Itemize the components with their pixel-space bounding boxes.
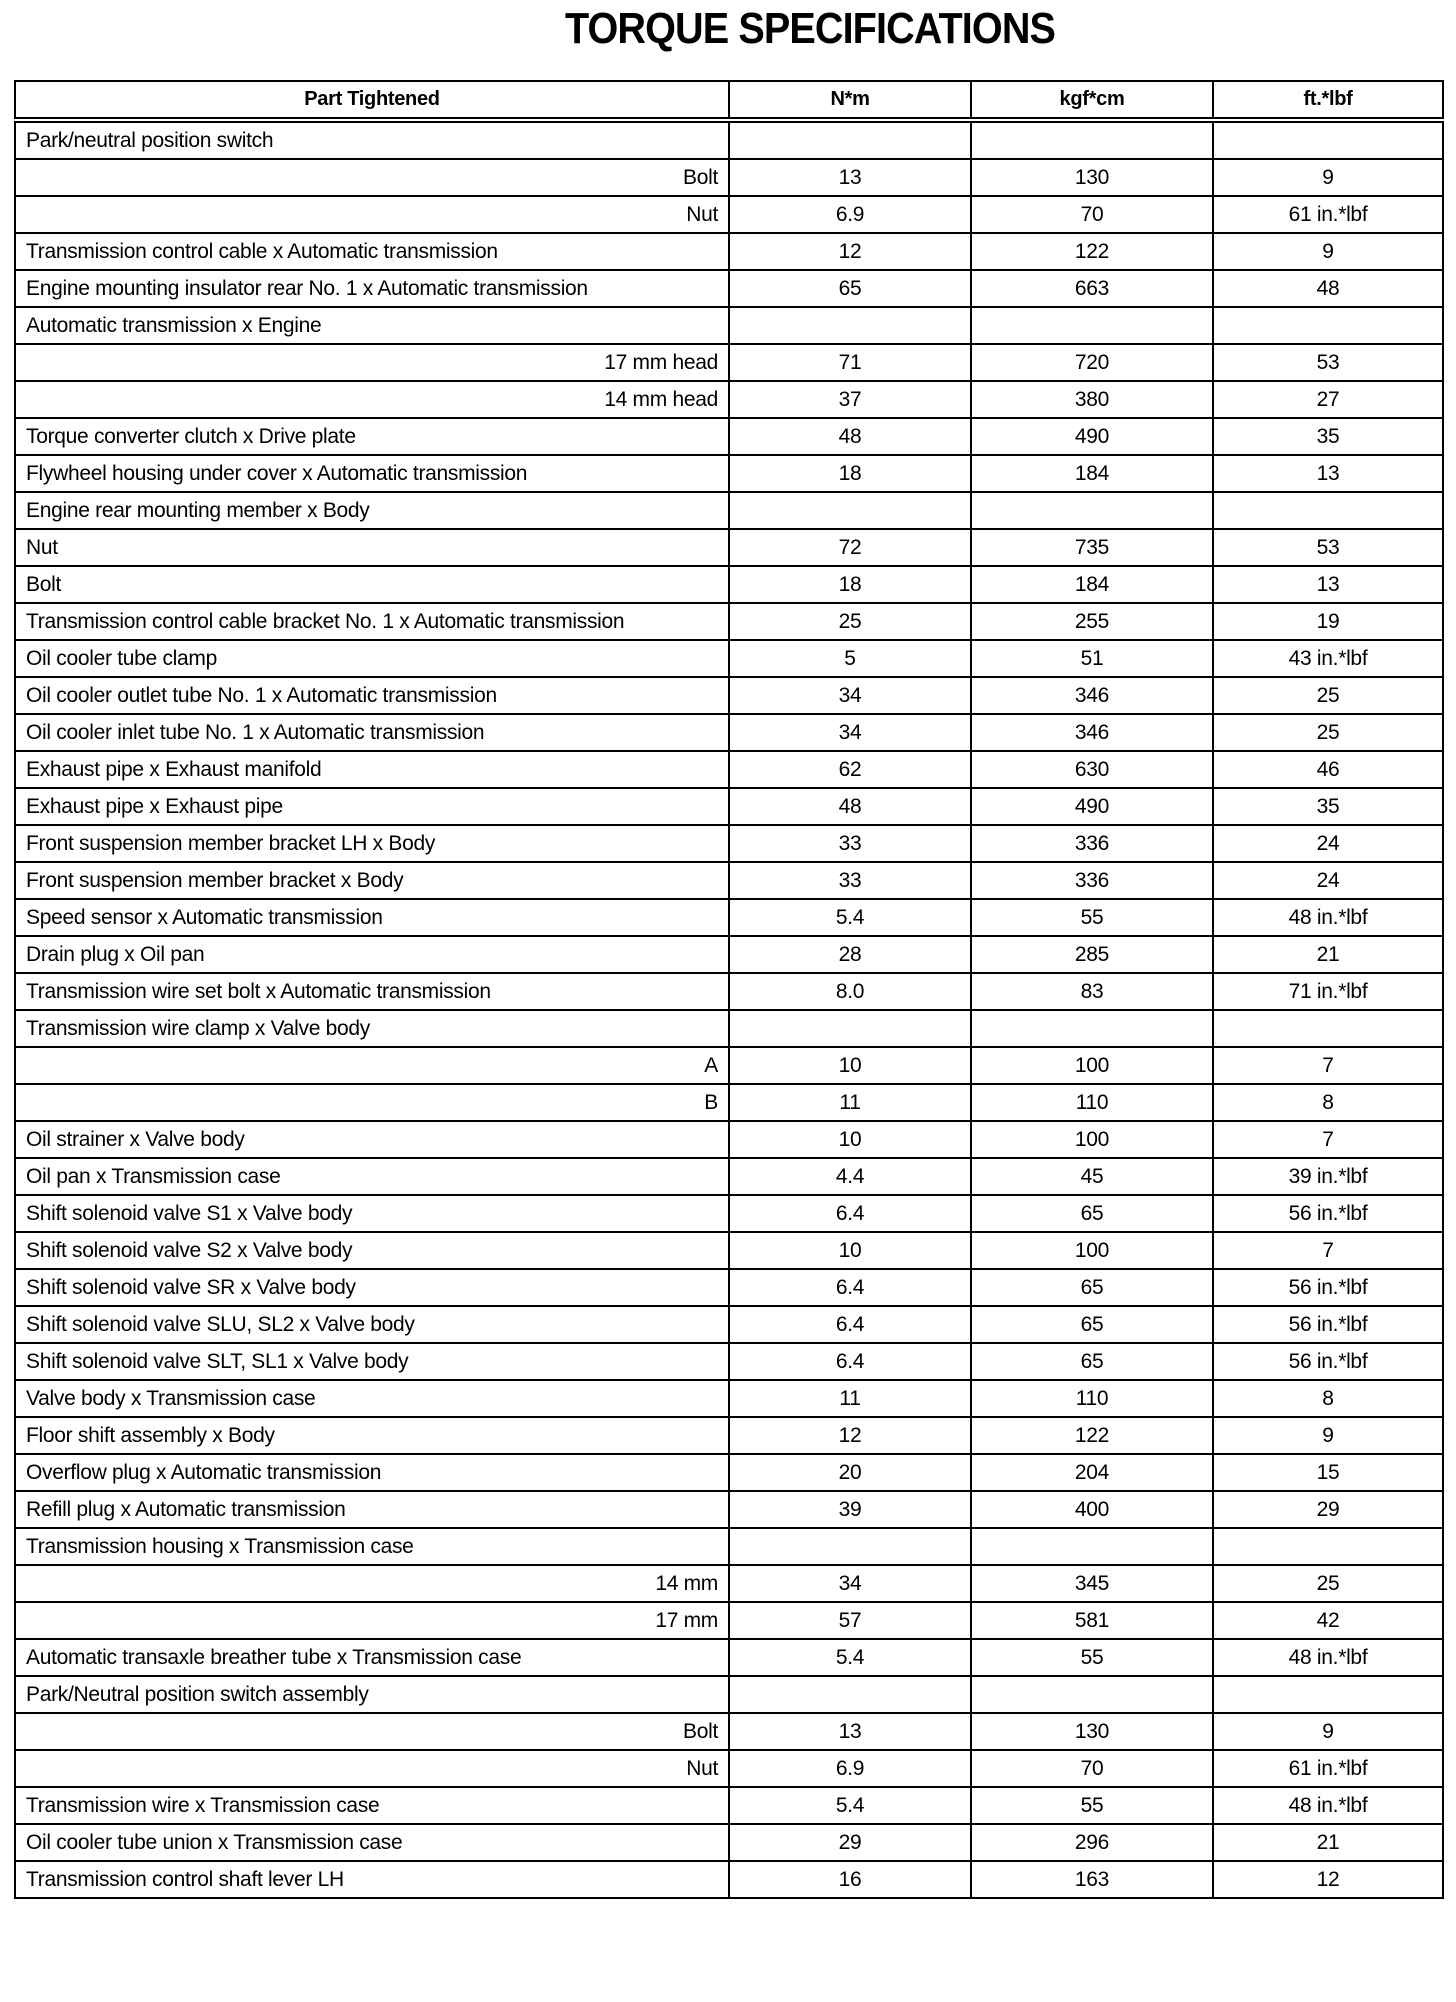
kgfcm-cell: 70 (971, 196, 1213, 233)
nm-cell (729, 307, 971, 344)
ftlbf-cell: 29 (1213, 1491, 1443, 1528)
kgfcm-cell: 45 (971, 1158, 1213, 1195)
table-row (15, 936, 1443, 973)
table-row (15, 159, 1443, 196)
table-row (15, 1861, 1443, 1898)
nm-cell: 18 (729, 455, 971, 492)
kgfcm-cell: 65 (971, 1343, 1213, 1380)
ftlbf-cell: 12 (1213, 1861, 1443, 1898)
table-row (15, 418, 1443, 455)
table-row (15, 1750, 1443, 1787)
nm-cell: 4.4 (729, 1158, 971, 1195)
table-row (15, 344, 1443, 381)
part-cell: Exhaust pipe x Exhaust manifold (15, 751, 729, 788)
table-row (15, 751, 1443, 788)
part-cell: A (15, 1047, 729, 1084)
ftlbf-cell: 56 in.*lbf (1213, 1195, 1443, 1232)
kgfcm-cell: 735 (971, 529, 1213, 566)
nm-cell: 6.4 (729, 1195, 971, 1232)
nm-cell: 16 (729, 1861, 971, 1898)
part-cell: Automatic transmission x Engine (15, 307, 729, 344)
part-cell: 14 mm head (15, 381, 729, 418)
table-row (15, 1232, 1443, 1269)
part-cell: Bolt (15, 159, 729, 196)
kgfcm-cell (971, 1676, 1213, 1713)
torque-specifications-table (14, 80, 1444, 1899)
nm-cell: 6.4 (729, 1306, 971, 1343)
part-cell: Shift solenoid valve SLU, SL2 x Valve body (15, 1306, 729, 1343)
kgfcm-cell: 630 (971, 751, 1213, 788)
part-cell: Automatic transaxle breather tube x Transmission case (15, 1639, 729, 1676)
kgfcm-cell: 100 (971, 1047, 1213, 1084)
part-cell: B (15, 1084, 729, 1121)
kgfcm-cell: 65 (971, 1269, 1213, 1306)
nm-cell: 33 (729, 862, 971, 899)
nm-cell: 33 (729, 825, 971, 862)
kgfcm-cell: 100 (971, 1121, 1213, 1158)
part-cell: Drain plug x Oil pan (15, 936, 729, 973)
table-row (15, 381, 1443, 418)
nm-cell: 5.4 (729, 1639, 971, 1676)
table-row (15, 1047, 1443, 1084)
ftlbf-cell: 61 in.*lbf (1213, 196, 1443, 233)
table-row (15, 196, 1443, 233)
part-cell: Engine rear mounting member x Body (15, 492, 729, 529)
kgfcm-cell: 122 (971, 1417, 1213, 1454)
kgfcm-cell: 51 (971, 640, 1213, 677)
kgfcm-cell: 55 (971, 1787, 1213, 1824)
nm-cell: 13 (729, 159, 971, 196)
table-header-row (15, 81, 1443, 120)
kgfcm-cell: 255 (971, 603, 1213, 640)
part-cell: Oil pan x Transmission case (15, 1158, 729, 1195)
part-cell: 17 mm head (15, 344, 729, 381)
ftlbf-cell: 42 (1213, 1602, 1443, 1639)
kgfcm-cell (971, 1528, 1213, 1565)
table-row (15, 1010, 1443, 1047)
part-cell: Oil cooler outlet tube No. 1 x Automatic transmission (15, 677, 729, 714)
nm-cell: 34 (729, 677, 971, 714)
kgfcm-cell: 720 (971, 344, 1213, 381)
kgfcm-cell: 55 (971, 899, 1213, 936)
part-cell: Transmission control cable x Automatic transmission (15, 233, 729, 270)
part-cell: Torque converter clutch x Drive plate (15, 418, 729, 455)
kgfcm-cell: 346 (971, 677, 1213, 714)
table-row (15, 1528, 1443, 1565)
page-title: TORQUE SPECIFICATIONS (564, 4, 1056, 53)
nm-cell (729, 1676, 971, 1713)
table-row (15, 788, 1443, 825)
table-row (15, 714, 1443, 751)
ftlbf-cell: 35 (1213, 788, 1443, 825)
ftlbf-cell: 46 (1213, 751, 1443, 788)
ftlbf-cell: 48 in.*lbf (1213, 899, 1443, 936)
ftlbf-cell: 56 in.*lbf (1213, 1306, 1443, 1343)
nm-cell: 12 (729, 233, 971, 270)
nm-cell: 11 (729, 1084, 971, 1121)
nm-cell: 12 (729, 1417, 971, 1454)
table-row (15, 1639, 1443, 1676)
kgfcm-cell: 110 (971, 1084, 1213, 1121)
table-row (15, 1417, 1443, 1454)
nm-cell: 72 (729, 529, 971, 566)
table-row (15, 566, 1443, 603)
part-cell: Oil strainer x Valve body (15, 1121, 729, 1158)
nm-cell: 8.0 (729, 973, 971, 1010)
ftlbf-cell: 13 (1213, 455, 1443, 492)
nm-cell: 39 (729, 1491, 971, 1528)
kgfcm-cell: 122 (971, 233, 1213, 270)
column-header-nm: N*m (729, 81, 971, 120)
table-row (15, 677, 1443, 714)
nm-cell: 13 (729, 1713, 971, 1750)
part-cell: Valve body x Transmission case (15, 1380, 729, 1417)
ftlbf-cell: 48 in.*lbf (1213, 1787, 1443, 1824)
table-row (15, 640, 1443, 677)
kgfcm-cell: 110 (971, 1380, 1213, 1417)
kgfcm-cell: 345 (971, 1565, 1213, 1602)
ftlbf-cell: 24 (1213, 825, 1443, 862)
part-cell: Nut (15, 196, 729, 233)
ftlbf-cell (1213, 492, 1443, 529)
kgfcm-cell: 490 (971, 418, 1213, 455)
ftlbf-cell: 13 (1213, 566, 1443, 603)
ftlbf-cell: 15 (1213, 1454, 1443, 1491)
nm-cell: 6.9 (729, 196, 971, 233)
kgfcm-cell: 336 (971, 825, 1213, 862)
kgfcm-cell: 336 (971, 862, 1213, 899)
part-cell: Shift solenoid valve S2 x Valve body (15, 1232, 729, 1269)
kgfcm-cell (971, 492, 1213, 529)
table-row (15, 1454, 1443, 1491)
part-cell: Transmission wire clamp x Valve body (15, 1010, 729, 1047)
nm-cell: 6.9 (729, 1750, 971, 1787)
part-cell: Overflow plug x Automatic transmission (15, 1454, 729, 1491)
nm-cell: 25 (729, 603, 971, 640)
part-cell: Bolt (15, 1713, 729, 1750)
table-row (15, 1158, 1443, 1195)
table-row (15, 1269, 1443, 1306)
ftlbf-cell: 7 (1213, 1232, 1443, 1269)
table-row (15, 1676, 1443, 1713)
nm-cell: 34 (729, 1565, 971, 1602)
part-cell: Transmission control shaft lever LH (15, 1861, 729, 1898)
column-header-ftlbf: ft.*lbf (1213, 81, 1443, 120)
table-row (15, 1306, 1443, 1343)
kgfcm-cell: 296 (971, 1824, 1213, 1861)
kgfcm-cell: 400 (971, 1491, 1213, 1528)
nm-cell: 48 (729, 418, 971, 455)
ftlbf-cell: 8 (1213, 1380, 1443, 1417)
column-header-part: Part Tightened (15, 81, 729, 120)
nm-cell: 10 (729, 1121, 971, 1158)
table-row (15, 1602, 1443, 1639)
kgfcm-cell: 285 (971, 936, 1213, 973)
part-cell: Speed sensor x Automatic transmission (15, 899, 729, 936)
ftlbf-cell: 24 (1213, 862, 1443, 899)
kgfcm-cell: 70 (971, 1750, 1213, 1787)
ftlbf-cell: 8 (1213, 1084, 1443, 1121)
table-row (15, 1491, 1443, 1528)
table-row (15, 973, 1443, 1010)
nm-cell: 37 (729, 381, 971, 418)
kgfcm-cell: 346 (971, 714, 1213, 751)
part-cell: Transmission control cable bracket No. 1 x Automatic transmission (15, 603, 729, 640)
ftlbf-cell: 61 in.*lbf (1213, 1750, 1443, 1787)
nm-cell: 62 (729, 751, 971, 788)
nm-cell (729, 1010, 971, 1047)
ftlbf-cell: 7 (1213, 1121, 1443, 1158)
nm-cell: 20 (729, 1454, 971, 1491)
nm-cell: 6.4 (729, 1343, 971, 1380)
ftlbf-cell: 9 (1213, 1417, 1443, 1454)
nm-cell (729, 1528, 971, 1565)
kgfcm-cell: 55 (971, 1639, 1213, 1676)
kgfcm-cell (971, 1010, 1213, 1047)
nm-cell: 6.4 (729, 1269, 971, 1306)
kgfcm-cell: 83 (971, 973, 1213, 1010)
ftlbf-cell: 71 in.*lbf (1213, 973, 1443, 1010)
table-row (15, 603, 1443, 640)
kgfcm-cell: 130 (971, 159, 1213, 196)
part-cell: Exhaust pipe x Exhaust pipe (15, 788, 729, 825)
table-row (15, 1195, 1443, 1232)
table-body (15, 120, 1443, 1898)
kgfcm-cell (971, 307, 1213, 344)
ftlbf-cell: 9 (1213, 159, 1443, 196)
table-row (15, 825, 1443, 862)
ftlbf-cell: 48 (1213, 270, 1443, 307)
kgfcm-cell: 204 (971, 1454, 1213, 1491)
part-cell: Park/neutral position switch (15, 120, 729, 159)
part-cell: Refill plug x Automatic transmission (15, 1491, 729, 1528)
ftlbf-cell: 7 (1213, 1047, 1443, 1084)
ftlbf-cell: 35 (1213, 418, 1443, 455)
nm-cell (729, 492, 971, 529)
table-row (15, 120, 1443, 159)
ftlbf-cell: 25 (1213, 714, 1443, 751)
table-row (15, 1343, 1443, 1380)
ftlbf-cell: 53 (1213, 344, 1443, 381)
part-cell: Bolt (15, 566, 729, 603)
part-cell: Transmission wire set bolt x Automatic transmission (15, 973, 729, 1010)
table-row (15, 1380, 1443, 1417)
table-row (15, 1565, 1443, 1602)
part-cell: Shift solenoid valve SR x Valve body (15, 1269, 729, 1306)
kgfcm-cell: 184 (971, 566, 1213, 603)
nm-cell: 28 (729, 936, 971, 973)
part-cell: 17 mm (15, 1602, 729, 1639)
nm-cell: 29 (729, 1824, 971, 1861)
nm-cell: 5.4 (729, 1787, 971, 1824)
ftlbf-cell: 21 (1213, 1824, 1443, 1861)
table-row (15, 1084, 1443, 1121)
part-cell: 14 mm (15, 1565, 729, 1602)
table-row (15, 1787, 1443, 1824)
table-row (15, 233, 1443, 270)
ftlbf-cell (1213, 1676, 1443, 1713)
part-cell: Oil cooler inlet tube No. 1 x Automatic transmission (15, 714, 729, 751)
part-cell: Park/Neutral position switch assembly (15, 1676, 729, 1713)
part-cell: Flywheel housing under cover x Automatic transmission (15, 455, 729, 492)
part-cell: Engine mounting insulator rear No. 1 x Automatic transmission (15, 270, 729, 307)
table-row (15, 270, 1443, 307)
table-row (15, 899, 1443, 936)
nm-cell: 18 (729, 566, 971, 603)
ftlbf-cell: 56 in.*lbf (1213, 1343, 1443, 1380)
nm-cell: 5 (729, 640, 971, 677)
part-cell: Front suspension member bracket x Body (15, 862, 729, 899)
part-cell: Nut (15, 529, 729, 566)
kgfcm-cell: 663 (971, 270, 1213, 307)
nm-cell: 71 (729, 344, 971, 381)
nm-cell: 57 (729, 1602, 971, 1639)
ftlbf-cell: 48 in.*lbf (1213, 1639, 1443, 1676)
ftlbf-cell: 27 (1213, 381, 1443, 418)
part-cell: Shift solenoid valve S1 x Valve body (15, 1195, 729, 1232)
table-row (15, 1713, 1443, 1750)
kgfcm-cell: 184 (971, 455, 1213, 492)
ftlbf-cell (1213, 307, 1443, 344)
ftlbf-cell: 19 (1213, 603, 1443, 640)
ftlbf-cell: 25 (1213, 677, 1443, 714)
nm-cell: 10 (729, 1047, 971, 1084)
part-cell: Oil cooler tube clamp (15, 640, 729, 677)
table-row (15, 307, 1443, 344)
nm-cell: 65 (729, 270, 971, 307)
ftlbf-cell: 43 in.*lbf (1213, 640, 1443, 677)
table-row (15, 1824, 1443, 1861)
ftlbf-cell (1213, 120, 1443, 159)
table-row (15, 529, 1443, 566)
table-row (15, 492, 1443, 529)
nm-cell: 34 (729, 714, 971, 751)
part-cell: Floor shift assembly x Body (15, 1417, 729, 1454)
part-cell: Nut (15, 1750, 729, 1787)
ftlbf-cell: 39 in.*lbf (1213, 1158, 1443, 1195)
part-cell: Transmission wire x Transmission case (15, 1787, 729, 1824)
kgfcm-cell: 380 (971, 381, 1213, 418)
kgfcm-cell: 163 (971, 1861, 1213, 1898)
ftlbf-cell: 9 (1213, 1713, 1443, 1750)
ftlbf-cell: 56 in.*lbf (1213, 1269, 1443, 1306)
kgfcm-cell: 65 (971, 1306, 1213, 1343)
ftlbf-cell (1213, 1528, 1443, 1565)
ftlbf-cell: 25 (1213, 1565, 1443, 1602)
nm-cell: 11 (729, 1380, 971, 1417)
nm-cell (729, 120, 971, 159)
kgfcm-cell: 581 (971, 1602, 1213, 1639)
part-cell: Oil cooler tube union x Transmission case (15, 1824, 729, 1861)
part-cell: Transmission housing x Transmission case (15, 1528, 729, 1565)
nm-cell: 10 (729, 1232, 971, 1269)
table-row (15, 1121, 1443, 1158)
table-row (15, 862, 1443, 899)
kgfcm-cell (971, 120, 1213, 159)
column-header-kgfcm: kgf*cm (971, 81, 1213, 120)
ftlbf-cell (1213, 1010, 1443, 1047)
part-cell: Shift solenoid valve SLT, SL1 x Valve body (15, 1343, 729, 1380)
ftlbf-cell: 53 (1213, 529, 1443, 566)
nm-cell: 48 (729, 788, 971, 825)
nm-cell: 5.4 (729, 899, 971, 936)
ftlbf-cell: 9 (1213, 233, 1443, 270)
ftlbf-cell: 21 (1213, 936, 1443, 973)
part-cell: Front suspension member bracket LH x Body (15, 825, 729, 862)
kgfcm-cell: 100 (971, 1232, 1213, 1269)
table-row (15, 455, 1443, 492)
kgfcm-cell: 65 (971, 1195, 1213, 1232)
kgfcm-cell: 130 (971, 1713, 1213, 1750)
kgfcm-cell: 490 (971, 788, 1213, 825)
